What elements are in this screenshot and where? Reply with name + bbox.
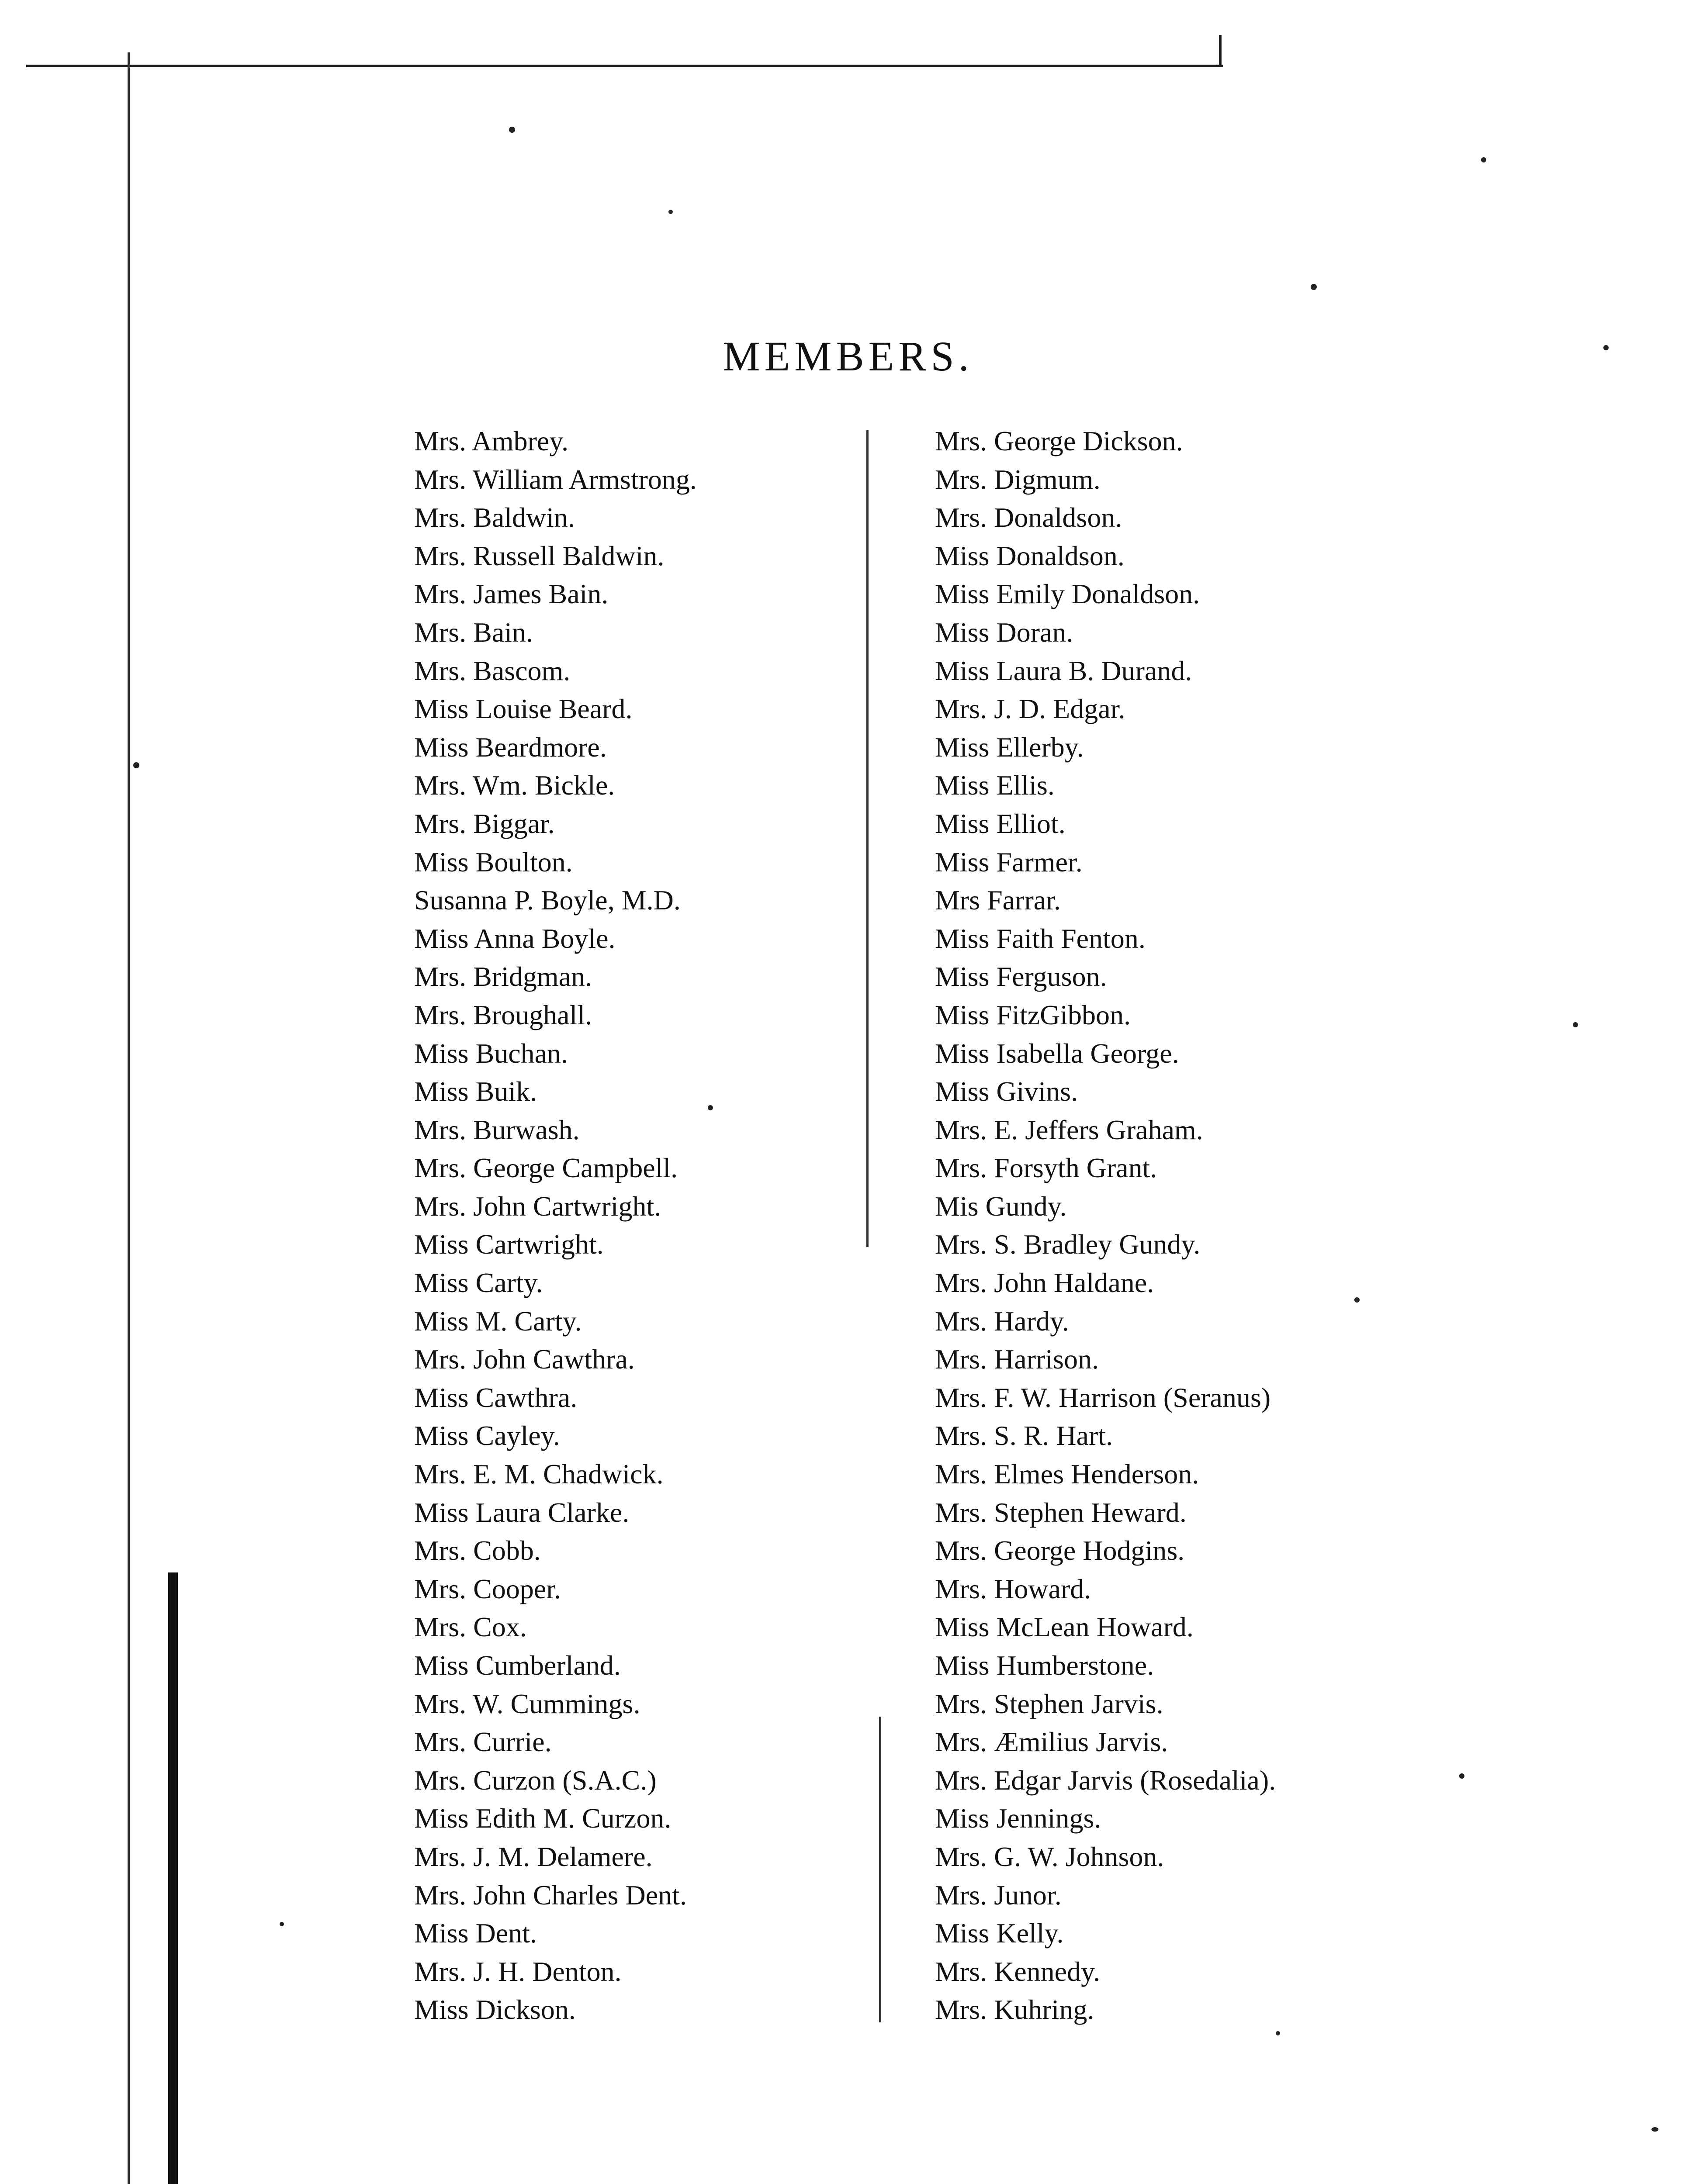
member-entry: Mrs. Forsyth Grant. xyxy=(935,1152,1157,1184)
member-entry: Mrs. Wm. Bickle. xyxy=(414,770,615,801)
member-entry: Miss Cartwright. xyxy=(414,1229,604,1260)
member-entry: Mrs. George Dickson. xyxy=(935,425,1183,456)
scan-speck xyxy=(509,127,515,133)
member-entry: Miss Dent. xyxy=(414,1918,537,1949)
member-entry: Miss Laura Clarke. xyxy=(414,1496,630,1528)
member-entry: Miss FitzGibbon. xyxy=(935,999,1131,1030)
member-entry: Miss Carty. xyxy=(414,1267,543,1299)
member-entry: Mrs. Currie. xyxy=(414,1726,552,1758)
member-entry: Mrs. Hardy. xyxy=(935,1305,1069,1337)
column-divider-upper xyxy=(866,430,869,1247)
member-entry: Miss Ellis. xyxy=(935,770,1055,801)
member-entry: Miss Edith M. Curzon. xyxy=(414,1803,671,1834)
member-entry: Miss Givins. xyxy=(935,1076,1078,1107)
page-title-text: MEMBERS. xyxy=(723,333,973,380)
scan-speck xyxy=(1481,157,1486,162)
member-entry: Mrs. John Haldane. xyxy=(935,1267,1154,1299)
member-entry: Mrs. Cobb. xyxy=(414,1535,541,1566)
member-entry: Mrs. Burwash. xyxy=(414,1114,580,1145)
member-entry: Mrs. W. Cummings. xyxy=(414,1688,640,1719)
member-entry: Miss Boulton. xyxy=(414,846,573,878)
member-entry: Miss Dickson. xyxy=(414,1994,576,2025)
scan-speck xyxy=(1573,1022,1578,1027)
top-border-rule xyxy=(26,65,1223,67)
member-entry: Mrs. Cooper. xyxy=(414,1573,561,1604)
member-entry: Mrs. Curzon (S.A.C.) xyxy=(414,1764,657,1796)
scan-speck xyxy=(133,762,139,768)
member-entry: Miss Ferguson. xyxy=(935,961,1107,992)
member-entry: Mrs. E. Jeffers Graham. xyxy=(935,1114,1203,1145)
member-entry: Mrs. John Cawthra. xyxy=(414,1344,635,1375)
member-entry: Miss Isabella George. xyxy=(935,1037,1179,1069)
scan-speck xyxy=(280,1922,284,1926)
member-entry: Mrs. F. W. Harrison (Seranus) xyxy=(935,1382,1271,1413)
scan-speck xyxy=(668,210,673,214)
member-entry: Mrs. Æmilius Jarvis. xyxy=(935,1726,1168,1758)
member-entry: Mrs. E. M. Chadwick. xyxy=(414,1458,664,1490)
member-entry: Miss Farmer. xyxy=(935,846,1083,878)
member-entry: Mrs Farrar. xyxy=(935,885,1061,916)
member-entry: Miss Louise Beard. xyxy=(414,693,633,725)
members-column-left xyxy=(414,422,697,2029)
member-entry: Mrs. Junor. xyxy=(935,1879,1062,1911)
member-entry: Mrs. Broughall. xyxy=(414,999,592,1030)
scan-speck xyxy=(1651,2127,1658,2132)
member-entry: Mrs. Harrison. xyxy=(935,1344,1099,1375)
member-entry: Mrs. Bridgman. xyxy=(414,961,592,992)
member-entry: Mrs. G. W. Johnson. xyxy=(935,1841,1164,1872)
member-entry: Mrs. James Bain. xyxy=(414,578,609,610)
member-entry: Miss McLean Howard. xyxy=(935,1611,1194,1643)
member-entry: Miss Kelly. xyxy=(935,1918,1064,1949)
member-entry: Mrs. Bain. xyxy=(414,616,533,648)
member-entry: Miss M. Carty. xyxy=(414,1305,582,1337)
member-entry: Mrs. Stephen Jarvis. xyxy=(935,1688,1163,1719)
member-entry: Mrs. William Armstrong. xyxy=(414,463,697,495)
member-entry: Mrs. S. R. Hart. xyxy=(935,1420,1113,1451)
member-entry: Mrs. Russell Baldwin. xyxy=(414,540,665,571)
member-entry: Mrs. Donaldson. xyxy=(935,502,1122,533)
member-entry: Miss Cawthra. xyxy=(414,1382,578,1413)
member-entry: Mrs. George Hodgins. xyxy=(935,1535,1185,1566)
member-entry: Miss Buik. xyxy=(414,1076,537,1107)
member-entry: Mrs. Bascom. xyxy=(414,655,571,686)
member-entry: Mrs. George Campbell. xyxy=(414,1152,678,1184)
member-entry: Miss Buchan. xyxy=(414,1037,568,1069)
member-entry: Mrs. Digmum. xyxy=(935,463,1101,495)
member-entry: Miss Cayley. xyxy=(414,1420,560,1451)
member-entry: Miss Emily Donaldson. xyxy=(935,578,1200,610)
member-entry: Mrs. Kennedy. xyxy=(935,1956,1100,1987)
member-entry: Miss Humberstone. xyxy=(935,1650,1154,1681)
member-entry: Miss Doran. xyxy=(935,616,1073,648)
member-entry: Miss Ellerby. xyxy=(935,731,1084,763)
top-border-tick xyxy=(1219,35,1222,67)
member-entry: Miss Jennings. xyxy=(935,1803,1101,1834)
member-entry: Miss Anna Boyle. xyxy=(414,923,616,954)
left-binding-shadow xyxy=(168,1572,178,2184)
scan-speck xyxy=(1459,1773,1464,1779)
member-entry: Susanna P. Boyle, M.D. xyxy=(414,885,681,916)
member-entry: Miss Laura B. Durand. xyxy=(935,655,1192,686)
member-entry: Mrs. Edgar Jarvis (Rosedalia). xyxy=(935,1764,1276,1796)
member-entry: Mrs. Kuhring. xyxy=(935,1994,1094,2025)
member-entry: Mrs. Cox. xyxy=(414,1611,527,1643)
column-divider-lower xyxy=(879,1717,881,2022)
member-entry: Mrs. Elmes Henderson. xyxy=(935,1458,1199,1490)
scan-speck xyxy=(1276,2031,1280,2035)
member-entry: Miss Faith Fenton. xyxy=(935,923,1146,954)
member-entry: Mrs. S. Bradley Gundy. xyxy=(935,1229,1201,1260)
page-title xyxy=(0,332,1696,380)
member-entry: Mrs. J. H. Denton. xyxy=(414,1956,622,1987)
scan-speck xyxy=(1311,284,1317,290)
scan-speck xyxy=(1354,1297,1360,1303)
member-entry: Miss Cumberland. xyxy=(414,1650,621,1681)
member-entry: Mis Gundy. xyxy=(935,1190,1067,1222)
members-column-right xyxy=(935,422,1276,2029)
member-entry: Mrs. J. D. Edgar. xyxy=(935,693,1125,725)
member-entry: Miss Beardmore. xyxy=(414,731,607,763)
member-entry: Mrs. Howard. xyxy=(935,1573,1091,1604)
member-entry: Mrs. J. M. Delamere. xyxy=(414,1841,653,1872)
member-entry: Mrs. Biggar. xyxy=(414,808,555,839)
member-entry: Mrs. Baldwin. xyxy=(414,502,575,533)
member-entry: Mrs. John Cartwright. xyxy=(414,1190,661,1222)
member-entry: Miss Elliot. xyxy=(935,808,1066,839)
member-entry: Miss Donaldson. xyxy=(935,540,1125,571)
scan-speck xyxy=(708,1105,713,1110)
member-entry: Mrs. Stephen Heward. xyxy=(935,1496,1187,1528)
member-entry: Mrs. John Charles Dent. xyxy=(414,1879,687,1911)
member-entry: Mrs. Ambrey. xyxy=(414,425,569,456)
